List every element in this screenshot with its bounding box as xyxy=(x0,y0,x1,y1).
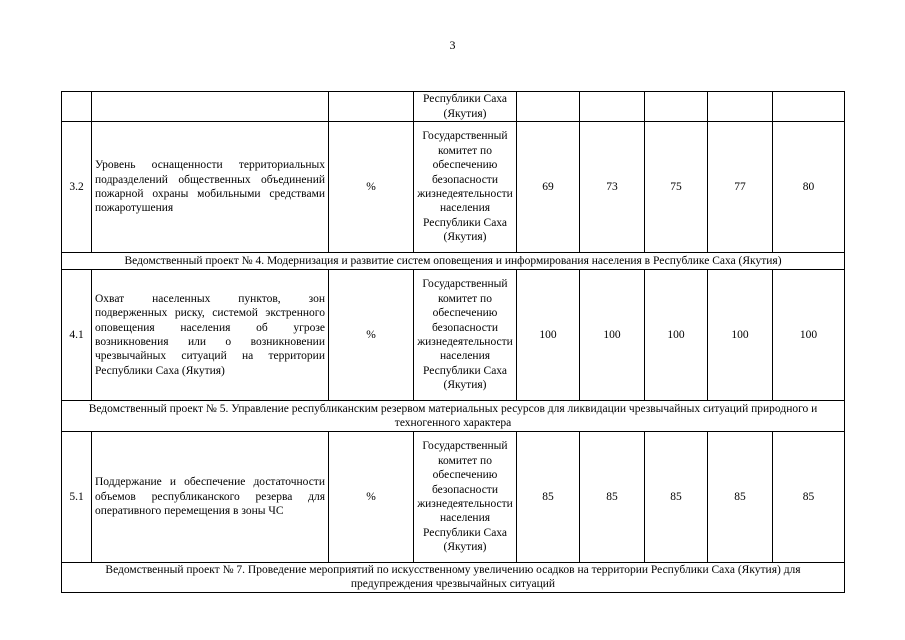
section-heading: Ведомственный проект № 4. Модернизация и развитие систем оповещения и информирования населения в Республике Саха (Якутия) xyxy=(62,253,845,270)
indicator-name: Уровень оснащенности территориальных подразделений общественных объединений пожарной охраны мобильными средствами пожаротушения xyxy=(95,159,325,215)
value-cell: 100 xyxy=(708,270,773,401)
value-cell: 85 xyxy=(580,432,645,563)
table-row xyxy=(62,432,845,563)
value-cell: 85 xyxy=(708,432,773,563)
indicator-name-cell xyxy=(92,270,329,401)
responsible-cell: Государственный комитет по обеспечению безопасности жизнедеятельности населения Республики Саха (Якутия) xyxy=(414,432,517,563)
row-number-cell: 3.2 xyxy=(62,122,92,253)
section-heading: Ведомственный проект № 5. Управление республиканским резервом материальных ресурсов для ликвидации чрезвычайных ситуаций природного и техногенного характера xyxy=(62,401,845,432)
unit-cell: % xyxy=(329,270,414,401)
value-cell: 85 xyxy=(645,432,708,563)
section-row xyxy=(62,253,845,270)
value-cell: 69 xyxy=(517,122,580,253)
indicator-name-cell xyxy=(92,432,329,563)
row-number-cell xyxy=(62,92,92,122)
value-cell: 77 xyxy=(708,122,773,253)
value-cell: 100 xyxy=(580,270,645,401)
row-number-cell: 4.1 xyxy=(62,270,92,401)
value-cell: 85 xyxy=(517,432,580,563)
responsible-cell: Государственный комитет по обеспечению безопасности жизнедеятельности населения Республики Саха (Якутия) xyxy=(414,122,517,253)
value-cell: 73 xyxy=(580,122,645,253)
indicator-name-cell xyxy=(92,122,329,253)
indicator-name: Охват населенных пунктов, зон подверженных риску, системой экстренного оповещения населения об угрозе возникновения или о возникновении чрезвычайных ситуаций на территории Республики Саха (Якутия) xyxy=(95,292,325,377)
value-cell: 75 xyxy=(645,122,708,253)
value-cell: 100 xyxy=(645,270,708,401)
value-cell xyxy=(517,92,580,122)
responsible-cell: Государственный комитет по обеспечению безопасности жизнедеятельности населения Республики Саха (Якутия) xyxy=(414,270,517,401)
value-cell: 100 xyxy=(773,270,845,401)
row-number-cell: 5.1 xyxy=(62,432,92,563)
section-row xyxy=(62,401,845,432)
unit-cell xyxy=(329,92,414,122)
value-cell xyxy=(580,92,645,122)
unit-cell: % xyxy=(329,122,414,253)
value-cell: 100 xyxy=(517,270,580,401)
unit-cell: % xyxy=(329,432,414,563)
value-cell: 80 xyxy=(773,122,845,253)
indicators-table xyxy=(61,91,845,593)
indicator-name-cell xyxy=(92,92,329,122)
section-heading: Ведомственный проект № 7. Проведение мероприятий по искусственному увеличению осадков на территории Республики Саха (Якутия) для предупреждения чрезвычайных ситуаций xyxy=(62,563,845,593)
responsible-cell: Республики Саха (Якутия) xyxy=(414,92,517,122)
section-row xyxy=(62,563,845,593)
table-row xyxy=(62,122,845,253)
value-cell xyxy=(773,92,845,122)
page-number: 3 xyxy=(449,38,456,52)
value-cell xyxy=(645,92,708,122)
value-cell xyxy=(708,92,773,122)
table-row xyxy=(62,270,845,401)
value-cell: 85 xyxy=(773,432,845,563)
table-row xyxy=(62,92,845,122)
indicator-name: Поддержание и обеспечение достаточности объемов республиканского резерва для оперативного перемещения в зоны ЧС xyxy=(95,476,325,518)
